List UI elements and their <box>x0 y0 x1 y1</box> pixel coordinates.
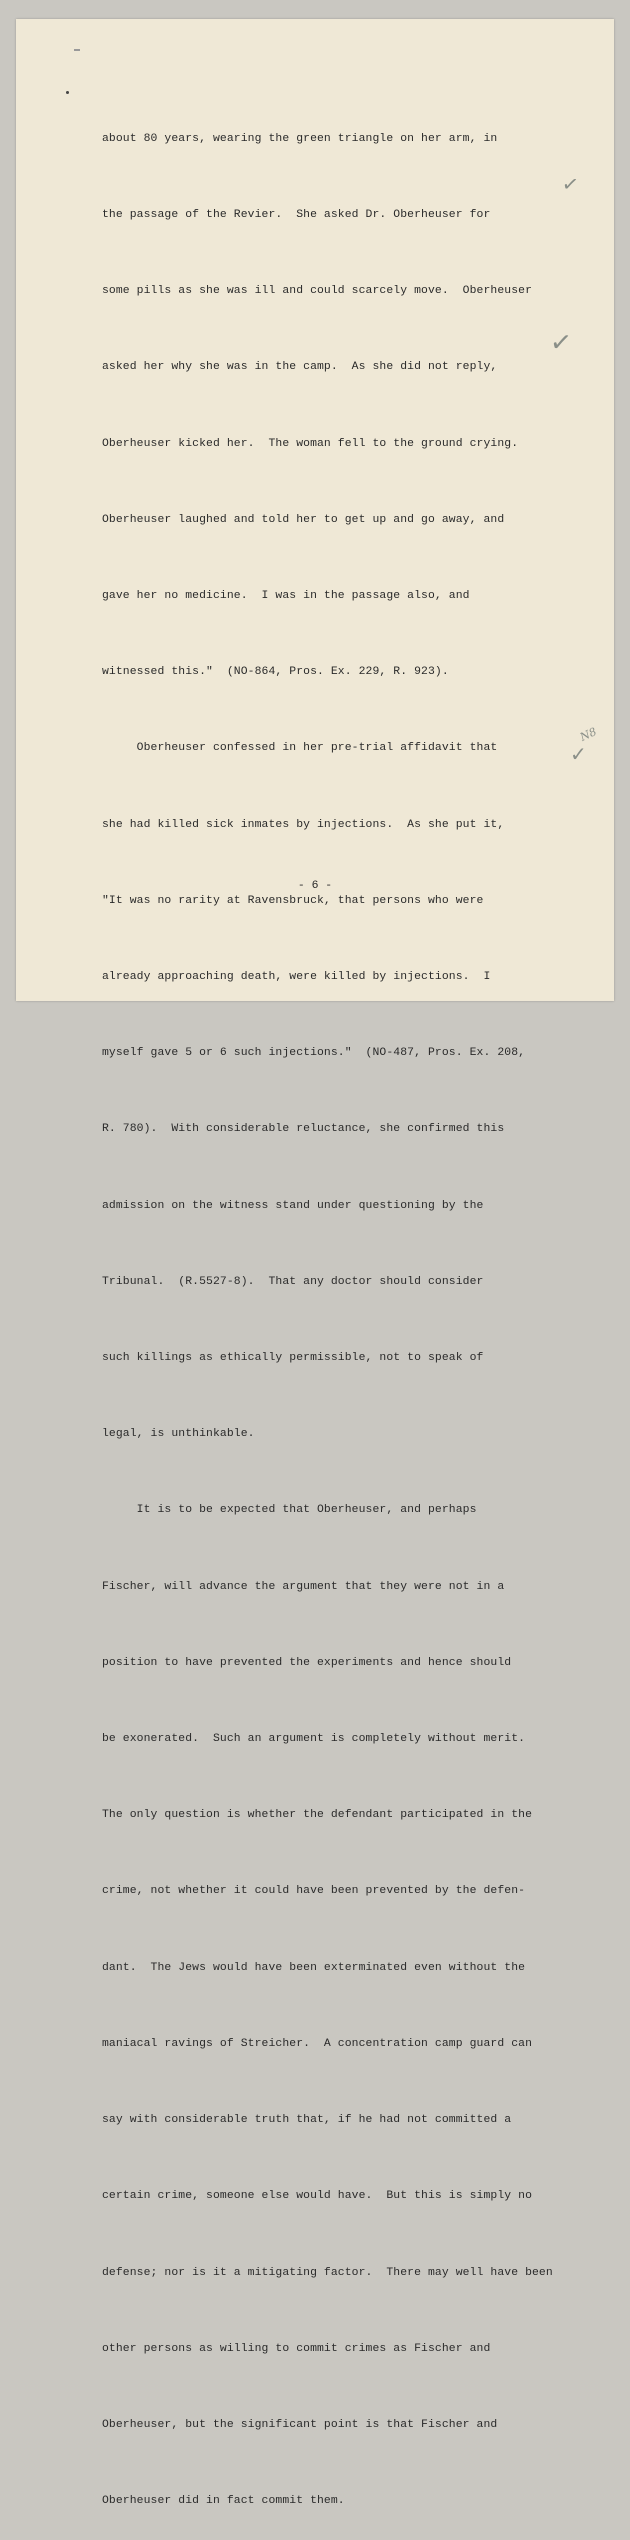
top-margin-mark <box>74 49 80 51</box>
text-line: admission on the witness stand under questioning by the <box>102 1199 484 1212</box>
body-text <box>102 76 592 2540</box>
text-line: myself gave 5 or 6 such injections." (NO-487, Pros. Ex. 208, <box>102 1047 526 1060</box>
checkmark-icon: ✓ <box>570 742 587 766</box>
text-line: some pills as she was ill and could scarcely move. Oberheuser <box>102 285 533 298</box>
text-line: the passage of the Revier. She asked Dr. Oberheuser for <box>102 209 491 222</box>
text-line: witnessed this." (NO-864, Pros. Ex. 229, R. 923). <box>102 666 449 679</box>
margin-note: N8 <box>578 725 599 744</box>
checkmark-icon: ✓ <box>560 170 581 198</box>
page-number: - 6 - <box>297 880 333 892</box>
text-line: maniacal ravings of Streicher. A concentration camp guard can <box>102 2037 533 2050</box>
text-line: Oberheuser, but the significant point is that Fischer and <box>102 2418 498 2431</box>
text-line: asked her why she was in the camp. As she did not reply, <box>102 361 498 374</box>
text-line: Fischer, will advance the argument that they were not in a <box>102 1580 505 1593</box>
text-line: about 80 years, wearing the green triangle on her arm, in <box>102 132 498 145</box>
text-line: Oberheuser did in fact commit them. <box>102 2495 345 2508</box>
text-line: "It was no rarity at Ravensbruck, that persons who were <box>102 894 484 907</box>
text-line: crime, not whether it could have been prevented by the defen- <box>102 1885 526 1898</box>
margin-dot <box>66 91 69 94</box>
text-line: Tribunal. (R.5527-8). That any doctor should consider <box>102 1275 484 1288</box>
text-line: certain crime, someone else would have. But this is simply no <box>102 2190 533 2203</box>
text-line: she had killed sick inmates by injections. As she put it, <box>102 818 505 831</box>
text-line: Oberheuser confessed in her pre-trial affidavit that <box>102 742 498 755</box>
text-line: gave her no medicine. I was in the passage also, and <box>102 590 470 603</box>
text-line: already approaching death, were killed by injections. I <box>102 971 491 984</box>
text-line: other persons as willing to commit crimes as Fischer and <box>102 2342 491 2355</box>
text-line: defense; nor is it a mitigating factor. There may well have been <box>102 2266 553 2279</box>
text-line: such killings as ethically permissible, not to speak of <box>102 1352 484 1365</box>
text-line: legal, is unthinkable. <box>102 1428 255 1441</box>
checkmark-icon: ✓ <box>548 326 574 360</box>
text-line: say with considerable truth that, if he had not committed a <box>102 2114 512 2127</box>
text-line: Oberheuser laughed and told her to get up and go away, and <box>102 513 505 526</box>
text-line: dant. The Jews would have been exterminated even without the <box>102 1961 526 1974</box>
text-line: Oberheuser kicked her. The woman fell to the ground crying. <box>102 437 519 450</box>
text-line: It is to be expected that Oberheuser, and perhaps <box>102 1504 477 1517</box>
text-line: be exonerated. Such an argument is completely without merit. <box>102 1733 526 1746</box>
text-line: position to have prevented the experiments and hence should <box>102 1656 512 1669</box>
text-line: The only question is whether the defendant participated in the <box>102 1809 533 1822</box>
text-line: R. 780). With considerable reluctance, she confirmed this <box>102 1123 505 1136</box>
